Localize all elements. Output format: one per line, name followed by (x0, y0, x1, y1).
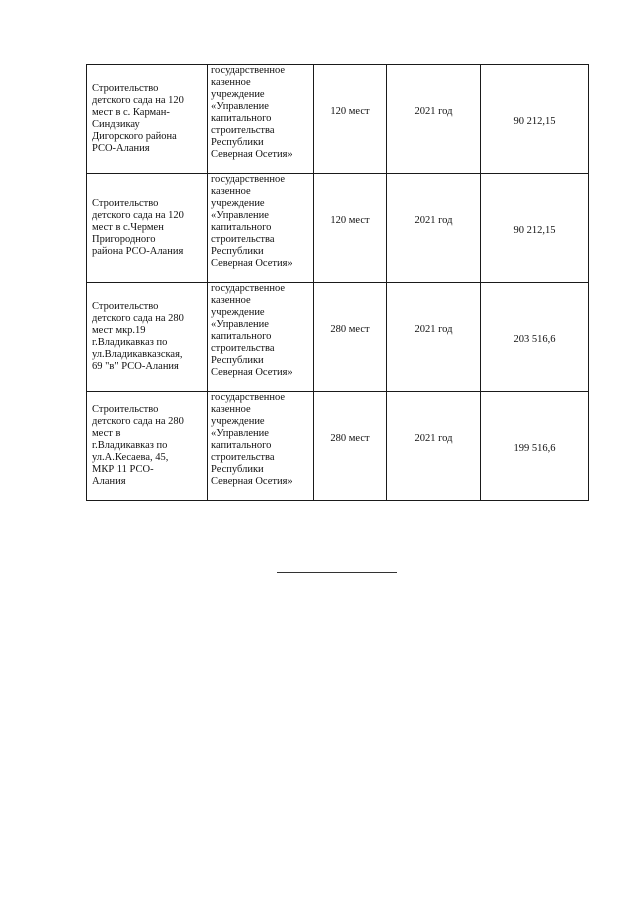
year-value: 2021 год (414, 433, 453, 444)
year-cell (387, 283, 481, 392)
project-name-cell: Строительство детского сада на 120 мест в с.Чермен Пригородного района РСО-Алания (87, 174, 208, 283)
organization-cell: государственное казенное учреждение «Управление капитального строительства Республики Северная Осетия» (208, 392, 314, 501)
organization-cell: государственное казенное учреждение «Управление капитального строительства Республики Северная Осетия» (208, 283, 314, 392)
amount-cell: 90 212,15 (481, 65, 589, 174)
table-row (87, 392, 589, 501)
table-row (87, 283, 589, 392)
year-cell (387, 65, 481, 174)
capacity-value: 280 мест (330, 433, 370, 444)
amount-cell: 203 516,6 (481, 283, 589, 392)
year-value: 2021 год (414, 215, 453, 226)
capacity-value: 120 мест (330, 106, 370, 117)
capacity-value: 280 мест (330, 324, 370, 335)
year-cell (387, 392, 481, 501)
capacity-cell (314, 283, 387, 392)
year-cell (387, 174, 481, 283)
project-name-cell: Строительство детского сада на 280 мест в г.Владикавказ по ул.А.Кесаева, 45, МКР 11 РСО- Алания (87, 392, 208, 501)
construction-projects-table (86, 64, 589, 501)
organization-cell: государственное казенное учреждение «Управление капитального строительства Республики Северная Осетия» (208, 174, 314, 283)
capacity-cell (314, 65, 387, 174)
capacity-value: 120 мест (330, 215, 370, 226)
table-row (87, 65, 589, 174)
year-value: 2021 год (414, 324, 453, 335)
organization-cell: государственное казенное учреждение «Управление капитального строительства Республики Северная Осетия» (208, 65, 314, 174)
capacity-cell (314, 392, 387, 501)
capacity-cell (314, 174, 387, 283)
project-name-cell: Строительство детского сада на 120 мест в с. Карман- Синдзикау Дигорского района РСО-Алания (87, 65, 208, 174)
amount-cell: 199 516,6 (481, 392, 589, 501)
project-name-cell: Строительство детского сада на 280 мест мкр.19 г.Владикавказ по ул.Владикавказская, 69 "в" РСО-Алания (87, 283, 208, 392)
table-row (87, 174, 589, 283)
amount-cell: 90 212,15 (481, 174, 589, 283)
year-value: 2021 год (414, 106, 453, 117)
end-of-document-line (277, 572, 397, 573)
